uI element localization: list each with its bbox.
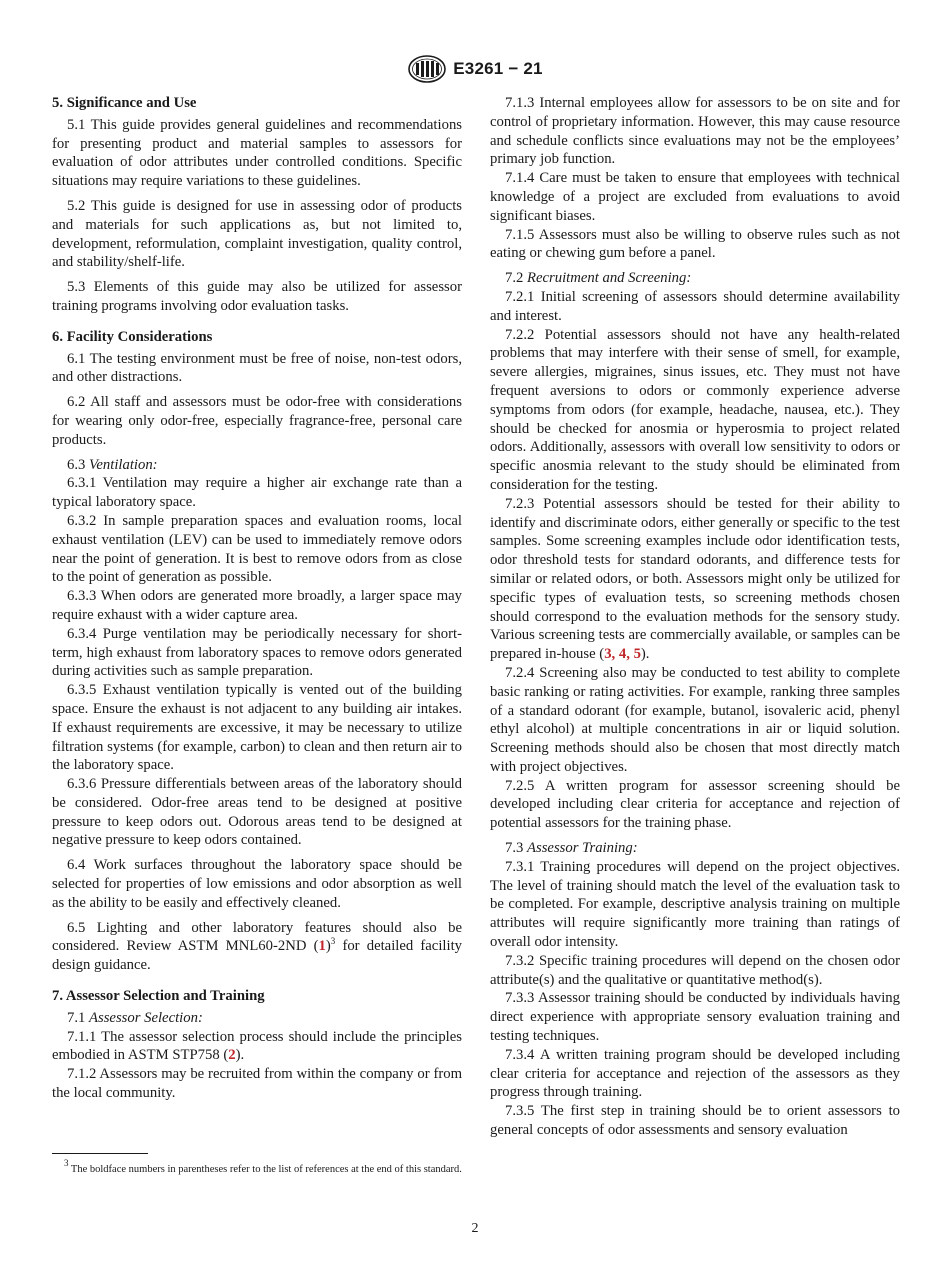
para-7-2	[490, 269, 900, 288]
para-6-3-4: 6.3.4 Purge ventilation may be periodically necessary for short-term, high exhaust from laboratory spaces to remove odors generated during activities such as sample preparation.	[52, 625, 462, 680]
para-7-1-1-text-start: 7.1.1 The assessor selection process should include the principles embodied in ASTM STP758 (	[52, 1028, 462, 1064]
para-7-2-number: 7.2	[505, 270, 528, 287]
para-6-5-text-end: for detailed facility design guidance.	[52, 938, 462, 974]
para-6-3-3: 6.3.3 When odors are generated more broadly, a larger space may require exhaust with a wider capture area.	[52, 588, 462, 623]
para-6-3-1: 6.3.1 Ventilation may require a higher air exchange rate than a typical laboratory space.	[52, 475, 462, 511]
para-6-3-5: 6.3.5 Exhaust ventilation typically is vented out of the building space. Ensure the exhaust is not adjacent to any building air intakes. If exhaust requirements are excessive, it may be necessary to utilize filtration systems (for example, carbon) to clean and then return air to the laboratory space.	[52, 682, 462, 774]
para-6-5-paren: )	[325, 938, 331, 955]
para-6-3	[52, 456, 462, 475]
para-7-3-3: 7.3.3 Assessor training should be conducted by individuals having direct experience with appropriate sensory evaluation training and testing techniques.	[490, 990, 900, 1045]
para-7-1-number: 7.1	[67, 1009, 90, 1026]
page-header	[0, 52, 950, 86]
recruitment-screening-subheading: Recruitment and Screening:	[527, 270, 692, 287]
para-7-2-3-text-end: ).	[640, 646, 650, 663]
assessor-selection-subheading: Assessor Selection:	[89, 1009, 203, 1026]
para-7-1-3: 7.1.3 Internal employees allow for assessors to be on site and for control of proprietary information. However, this may cause resource and schedule conflicts since evaluations may not be the employees’ primary job function.	[490, 95, 900, 168]
para-7-1-2: 7.1.2 Assessors may be recruited from within the company or from the local community.	[52, 1066, 462, 1102]
footnote-divider	[52, 1153, 148, 1154]
para-7-2-1: 7.2.1 Initial screening of assessors should determine availability and interest.	[490, 288, 900, 324]
section-7-heading: 7. Assessor Selection and Training	[52, 988, 265, 1005]
para-6-1: 6.1 The testing environment must be free of noise, non-test odors, and other distractions.	[52, 350, 462, 386]
para-7-2-5: 7.2.5 A written program for assessor screening should be developed including clear criteria for acceptance and rejection of potential assessors for the training phase.	[490, 777, 900, 832]
reference-link-2[interactable]: 2	[228, 1047, 236, 1064]
para-7-2-3-text: 7.2.3 Potential assessors should be tested for their ability to identify and discriminate odors, either generally or specific to the test samples. Some screening examples include odor identification tests, odor threshold tests for standard odorants, and difference tests for similar or related odors, or both. Assessors might only be utilized for specific types of evaluation tests, so screening methods chosen should correspond to the evaluation methods for the sensory study. Various screening tests are commercially available, or samples can be prepared in-house (	[490, 495, 900, 663]
reference-separator: ,	[626, 646, 634, 663]
para-7-1-5: 7.1.5 Assessors must also be willing to observe rules such as not eating or chewing gum before a panel.	[490, 226, 900, 262]
para-6-2: 6.2 All staff and assessors must be odor-free with considerations for wearing only odor-free, especially fragrance-free, personal care products.	[52, 394, 462, 448]
section-5-heading: 5. Significance and Use	[52, 95, 197, 111]
footnote-text: The boldface numbers in parentheses refer to the list of references at the end of this standard.	[68, 1164, 462, 1175]
reference-link-3[interactable]: 3	[604, 646, 612, 663]
para-6-5-text-start: 6.5 Lighting and other laboratory features should also be considered. Review ASTM MNL60-2ND (	[52, 919, 462, 955]
para-7-1	[52, 1009, 462, 1028]
ventilation-subheading: Ventilation:	[89, 456, 158, 473]
reference-link-1[interactable]: 1	[318, 938, 326, 955]
para-7-2-3	[490, 495, 900, 664]
para-7-3-5: 7.3.5 The first step in training should be to orient assessors to general concepts of odor assessments and sensory evaluation	[490, 1103, 900, 1139]
section-6-heading: 6. Facility Considerations	[52, 328, 213, 345]
para-7-3	[490, 839, 900, 858]
para-6-3-2: 6.3.2 In sample preparation spaces and evaluation rooms, local exhaust ventilation (LEV) can be used to immediately remove odors near the point of generation. It is best to remove odors from as close to the point of generation as possible.	[52, 512, 462, 586]
para-5-2: 5.2 This guide is designed for use in assessing odor of products and materials for such applications as, but not limited to, development, reformulation, complaint investigation, quality control, and stability/shelf-life.	[52, 197, 462, 271]
right-column	[490, 94, 900, 1140]
para-6-4: 6.4 Work surfaces throughout the laboratory space should be selected for properties of low emissions and odor absorption as well as the ability to be easily and effectively cleaned.	[52, 857, 462, 911]
para-7-2-2: 7.2.2 Potential assessors should not have any health-related problems that may interfere with their sense of smell, for example, severe allergies, migraines, sinus issues, etc. They must not have frequent aversions to odors or commonly experience adverse symptoms from odors (for example, headache, nausea, etc.). They should be checked for anosmia or hyperosmia to project related odors. Additionally, assessors with overall low sensitivity to odors or specific anosmia relevant to the study should be eliminated from consideration for the testing.	[490, 326, 900, 493]
para-7-1-1-text-end: ).	[235, 1047, 245, 1064]
para-7-1-1	[52, 1028, 462, 1066]
reference-separator: ,	[611, 646, 619, 663]
para-7-3-2: 7.3.2 Specific training procedures will depend on the chosen odor attribute(s) and the qualitative or quantitative method(s).	[490, 952, 900, 988]
para-7-1-4: 7.1.4 Care must be taken to ensure that employees with technical knowledge of a project are excluded from evaluations to avoid significant biases.	[490, 170, 900, 224]
reference-link-4[interactable]: 4	[618, 646, 627, 663]
reference-link-5[interactable]: 5	[633, 646, 641, 663]
astm-logo-icon	[407, 54, 447, 84]
para-6-3-number: 6.3	[67, 456, 90, 473]
footnote-marker-3[interactable]: 3	[330, 936, 336, 947]
para-5-1: 5.1 This guide provides general guidelines and recommendations for presenting product and material samples to assessors for evaluation of odor attributes under controlled conditions. Specific situations may require variations to these guidelines.	[52, 116, 462, 190]
document-id: E3261 − 21	[453, 59, 543, 78]
assessor-training-subheading: Assessor Training:	[527, 840, 638, 857]
para-6-3-6: 6.3.6 Pressure differentials between areas of the laboratory should be considered. Odor-free areas tend to be designed at positive pressure to keep odors out. Odorous areas tend to be designed at negative pressure to keep odors contained.	[52, 776, 462, 849]
page-number: 2	[471, 1221, 479, 1236]
para-7-3-4: 7.3.4 A written training program should be developed including clear criteria for acceptance and rejection of the assessors as they progress through training.	[490, 1046, 900, 1101]
para-7-3-number: 7.3	[505, 840, 528, 857]
para-5-3: 5.3 Elements of this guide may also be utilized for assessor training programs involving odor evaluation tasks.	[52, 279, 462, 314]
left-column	[52, 94, 462, 1103]
para-7-3-1: 7.3.1 Training procedures will depend on the project objectives. The level of training should match the level of the evaluation task to be completed. For example, descriptive analysis training on multiple attributes will require significantly more training than ratings of overall odor intensity.	[490, 858, 900, 951]
footnote-number: 3	[64, 1158, 69, 1168]
footnote	[52, 1158, 462, 1177]
para-7-2-4: 7.2.4 Screening also may be conducted to test ability to complete basic ranking or rating activities. For example, ranking three samples of a standard odorant (for example, butanol, isovaleric acid, phenyl ethyl alcohol) at multiple concentrations in air or liquid solution. Screening methods should also be chosen that most directly match with project objectives.	[490, 664, 900, 775]
para-6-5	[52, 919, 462, 975]
